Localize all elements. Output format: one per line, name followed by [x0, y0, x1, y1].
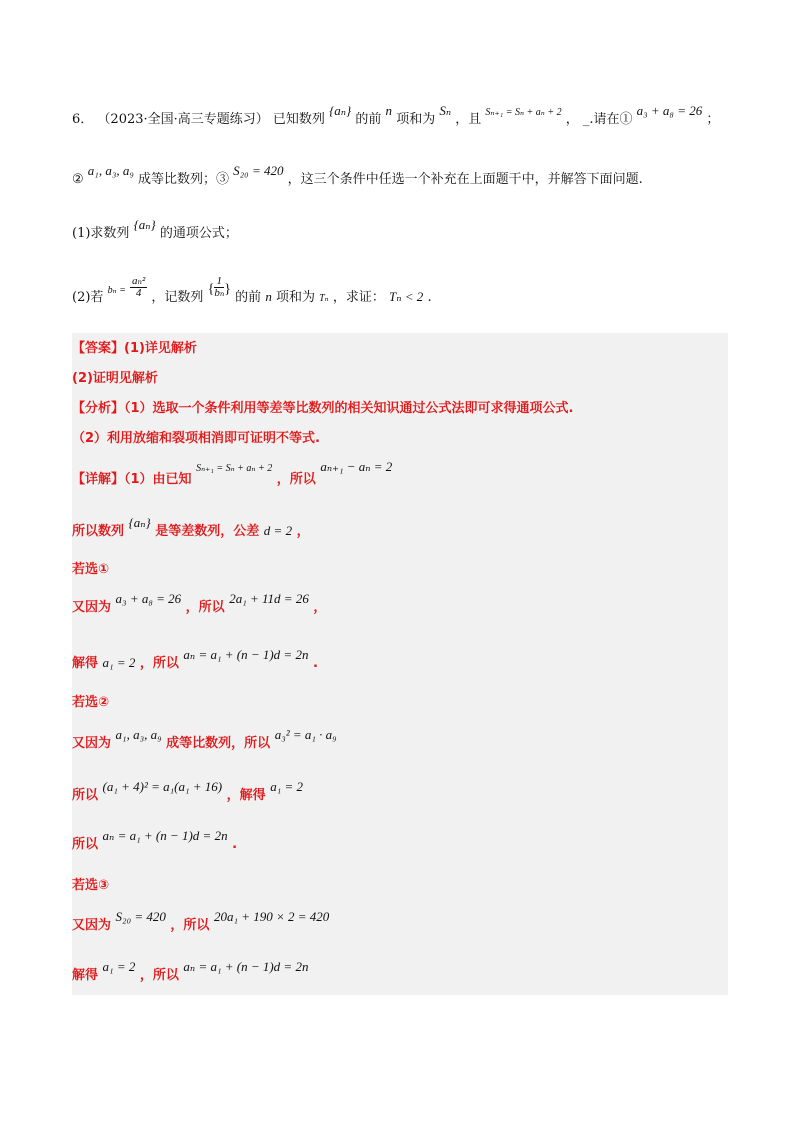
text: 所以数列 [72, 524, 125, 539]
text: 的通项公式； [159, 226, 238, 241]
math-n: n [265, 289, 272, 304]
math-sn: Sₙ [439, 103, 452, 118]
text: 又因为 [72, 918, 112, 933]
math-condition-2: a₁, a₃, a₉ [87, 163, 134, 178]
math: d = 2 [263, 523, 293, 538]
fraction-numerator: 1 [214, 276, 224, 288]
text: ， _.请在① [565, 112, 633, 127]
text: ，记数列 [151, 290, 204, 305]
math: aₙ = a₁ + (n − 1)d = 2n [183, 647, 309, 662]
math-seq: {aₙ} [133, 217, 156, 232]
text: (2)若 [72, 290, 104, 305]
math: {aₙ} [128, 515, 151, 530]
text: ，所以 [276, 472, 316, 487]
detail-line-3 [72, 591, 327, 615]
answer-part-2: (2)证明见解析 [72, 371, 158, 386]
question-part-1 [72, 217, 238, 241]
analysis-1: 【分析】（1）选取一个条件利用等差等比数列的相关知识通过公式法即可求得通项公式. [72, 401, 574, 416]
detail-line-2 [72, 515, 310, 539]
math: a₁, a₃, a₉ [115, 727, 162, 742]
fraction-numerator: aₙ² [132, 275, 146, 287]
math-tn: Tₙ [319, 293, 329, 304]
math-inequality: Tₙ < 2 [389, 289, 424, 304]
text: ， [313, 600, 327, 615]
answer-heading: 【答案】(1)详见解析 [72, 341, 197, 356]
math: a₃² = a₁ · a₉ [274, 727, 337, 742]
text: ； [706, 112, 720, 127]
brace-close: } [224, 282, 232, 297]
text: 项和为 [396, 112, 436, 127]
math: aₙ = a₁ + (n − 1)d = 2n [183, 959, 309, 974]
detail-line-1 [72, 459, 393, 487]
math-n: n [385, 103, 393, 118]
choice-1-heading: 若选① [72, 562, 110, 577]
math: Sₙ₊₁ = Sₙ + aₙ + 2 [196, 463, 273, 474]
detail-line-4 [72, 647, 318, 671]
text: ，所以 [170, 918, 210, 933]
text: . [427, 290, 432, 305]
text: 所以 [72, 788, 99, 803]
text: . [232, 837, 238, 852]
question-source: （2023·全国·高三专题练习） [97, 112, 269, 127]
question-part-2 [72, 275, 432, 309]
detail-line-8 [72, 909, 330, 933]
text: 已知数列 [272, 112, 325, 127]
choice-2-heading: 若选② [72, 695, 110, 710]
text: ，所以 [139, 968, 179, 983]
math: 20a₁ + 190 × 2 = 420 [213, 909, 330, 924]
math: 2a₁ + 11d = 26 [229, 591, 309, 606]
text: 【详解】（1）由已知 [72, 472, 192, 487]
math-condition-1: a₃ + a₈ = 26 [636, 103, 703, 118]
analysis-2: （2）利用放缩和裂项相消即可证明不等式. [72, 431, 320, 446]
text: 的前 [355, 112, 382, 127]
text: 解得 [72, 656, 99, 671]
math: a₁ = 2 [270, 779, 304, 794]
text: 项和为 [275, 290, 315, 305]
math-seq: {aₙ} [329, 103, 352, 118]
math-relation: Sₙ₊₁ = Sₙ + aₙ + 2 [485, 107, 562, 118]
fraction-denominator: 4 [135, 287, 142, 299]
detail-line-7 [72, 828, 238, 852]
math-b-fraction [130, 276, 147, 299]
text: ，解得 [226, 788, 266, 803]
detail-line-9 [72, 959, 309, 983]
math: a₁ = 2 [102, 959, 136, 974]
text: 是等差数列，公差 [155, 524, 260, 539]
text: ，且 [455, 112, 482, 127]
detail-line-5 [72, 727, 337, 751]
math: a₃ + a₈ = 26 [115, 591, 182, 606]
circled-2: ② [72, 172, 84, 187]
question-line-1 [72, 103, 720, 127]
question-number: 6． [72, 112, 94, 127]
math: aₙ = a₁ + (n − 1)d = 2n [102, 828, 228, 843]
text: 又因为 [72, 736, 112, 751]
math: a₁ = 2 [102, 655, 136, 670]
text: ，所以 [139, 656, 179, 671]
math: (a₁ + 4)² = a₁(a₁ + 16) [102, 779, 223, 794]
text: ，这三个条件中任选一个补充在上面题干中，并解答下面问题. [287, 172, 643, 187]
question-line-2 [72, 163, 643, 187]
text: 成等比数列，所以 [166, 736, 271, 751]
text: (1)求数列 [72, 226, 130, 241]
fraction-denominator: bₙ [214, 287, 225, 299]
math: aₙ₊₁ − aₙ = 2 [320, 459, 393, 474]
detail-line-6 [72, 779, 304, 803]
text: ， [296, 524, 310, 539]
text: ，所以 [185, 600, 225, 615]
math-condition-3: S₂₀ = 420 [233, 163, 284, 178]
text: . [313, 656, 318, 671]
math-reciprocal-fraction [214, 276, 224, 299]
choice-3-heading: 若选③ [72, 878, 110, 893]
text: 的前 [235, 290, 262, 305]
text: 所以 [72, 837, 99, 852]
brace-open: { [207, 282, 215, 297]
math: S₂₀ = 420 [115, 909, 166, 924]
text: 解得 [72, 968, 99, 983]
text: ，求证： [332, 290, 385, 305]
text: 又因为 [72, 600, 112, 615]
math-b-lhs: bₙ = [107, 285, 126, 296]
text: 成等比数列；③ [138, 172, 230, 187]
